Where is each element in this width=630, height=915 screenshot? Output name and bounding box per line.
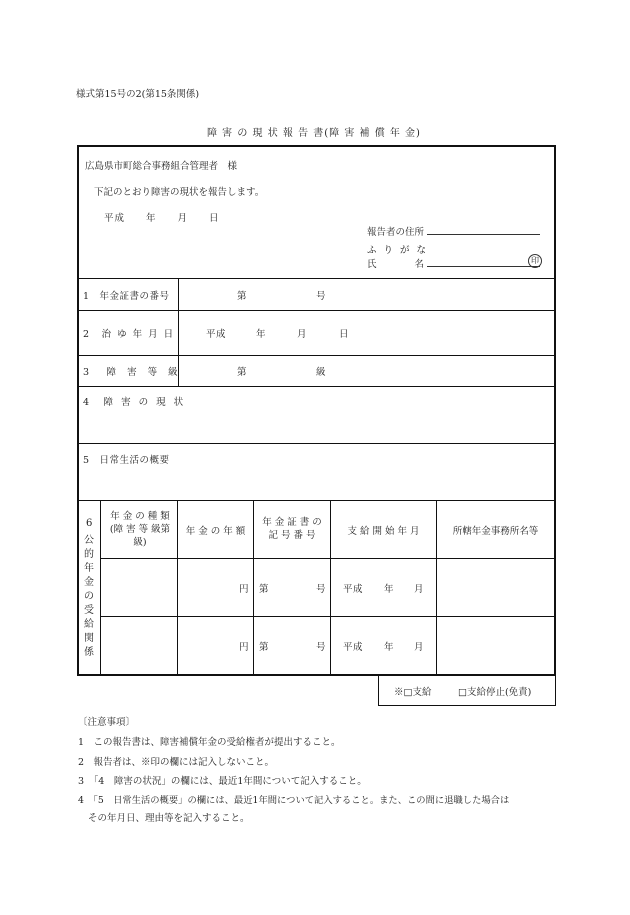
furigana-label: ふ り が な [367, 245, 429, 256]
row6b-tsuki: 月 [414, 642, 425, 653]
status-paid-checkbox[interactable]: ※□支給 [394, 687, 432, 698]
row2-label: 2 治 ゆ 年 月 日 [83, 329, 175, 340]
addressee: 広島県市町総合事務組合管理者 様 [85, 161, 238, 172]
date-line[interactable]: 平成 年 月 日 [104, 213, 220, 224]
row5-label: 5 日常生活の概要 [83, 455, 170, 466]
row1-go: 号 [316, 291, 327, 302]
row1-dai: 第 [237, 291, 248, 302]
row6a-heisei: 平成 [343, 584, 364, 595]
name-label: 氏 名 [367, 259, 425, 270]
row6a-tsuki: 月 [414, 584, 425, 595]
form-code: 様式第15号の2(第15条関係) [76, 89, 200, 100]
header-certificate-number: 年 金 証 書 の 記 号 番 号 [262, 517, 322, 541]
row4-input-area[interactable] [80, 405, 550, 439]
name-field[interactable] [427, 266, 540, 267]
row1-label: 1 年金証書の番号 [83, 291, 170, 302]
row6b-yen: 円 [239, 642, 250, 653]
row6a-dai: 第 [259, 584, 270, 595]
header-pension-type: 年 金 の 種 類 (障 害 等 級第 級) [109, 511, 171, 548]
note-4a: 4 「5 日常生活の概要」の欄には、最近1年間について記入すること。また、この間に退職した場合は [78, 795, 510, 806]
seal-mark: 印 [528, 254, 542, 268]
row2-nen: 年 [256, 329, 267, 340]
row2-hi: 日 [339, 329, 350, 340]
row3-label: 3 障 害 等 級 [83, 367, 182, 378]
status-stopped-checkbox[interactable]: □支給停止(免責) [458, 687, 532, 698]
row6b-heisei: 平成 [343, 642, 364, 653]
section6-vertical-label: 公的年金の受給関係 [84, 535, 94, 658]
row3-kyu: 級 [316, 367, 327, 378]
address-label: 報告者の住所 [367, 227, 425, 238]
row6a-nen: 年 [384, 584, 395, 595]
row6b-nen: 年 [384, 642, 395, 653]
header-annual-amount: 年 金 の 年 額 [185, 526, 246, 537]
note-2: 2 報告者は、※印の欄には記入しないこと。 [78, 757, 275, 768]
row4-label: 4 障 害 の 現 状 [83, 397, 186, 408]
header-office-name: 所轄年金事務所名等 [452, 526, 539, 537]
row2-tsuki: 月 [297, 329, 308, 340]
note-1: 1 この報告書は、障害補償年金の受給権者が提出すること。 [78, 737, 341, 748]
row6b-go: 号 [316, 642, 327, 653]
page-title: 障 害 の 現 状 報 告 書(障 害 補 償 年 金) [207, 128, 421, 139]
row2-heisei: 平成 [206, 329, 227, 340]
address-field[interactable] [427, 234, 540, 235]
section6-number: 6 [86, 518, 93, 529]
note-3: 3 「4 障害の状況」の欄には、最近1年間について記入すること。 [78, 776, 367, 787]
row6a-go: 号 [316, 584, 327, 595]
notes-heading: 〔注意事項〕 [78, 717, 136, 728]
row6a-yen: 円 [239, 584, 250, 595]
header-start-month: 支 給 開 始 年 月 [347, 526, 420, 537]
row3-dai: 第 [237, 367, 248, 378]
row5-input-area[interactable] [80, 464, 550, 496]
row6b-dai: 第 [259, 642, 270, 653]
intro-text: 下記のとおり障害の現状を報告します。 [94, 187, 265, 198]
note-4b: その年月日、理由等を記入すること。 [88, 813, 250, 824]
